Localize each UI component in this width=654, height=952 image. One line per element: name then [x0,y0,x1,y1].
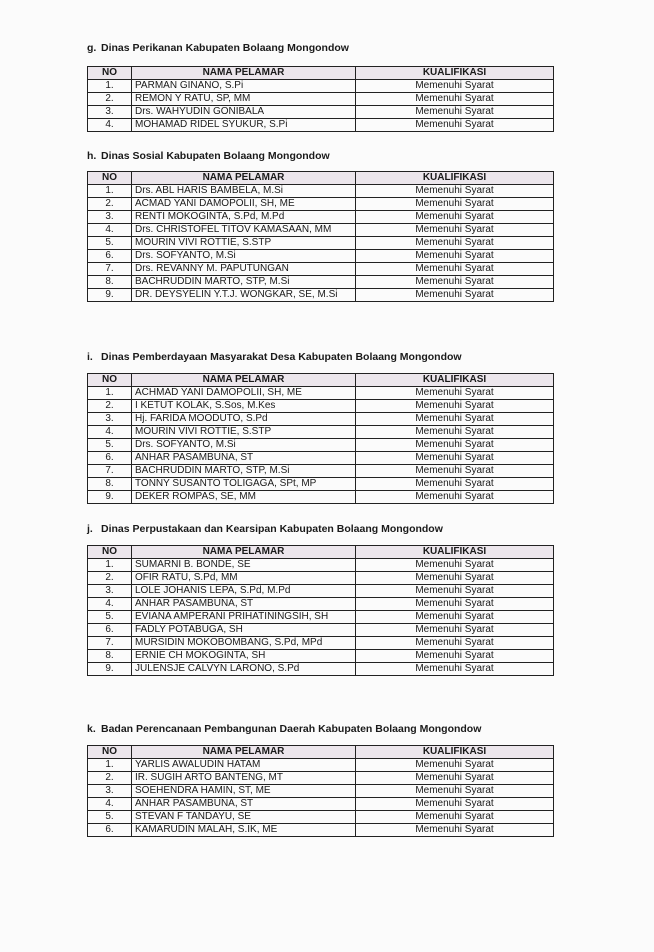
applicant-name: STEVAN F TANDAYU, SE [132,811,356,824]
table-header-row [88,67,554,80]
qualification-status: Memenuhi Syarat [356,452,554,465]
table-row [88,106,554,119]
row-number: 8. [88,650,132,663]
qualification-status: Memenuhi Syarat [356,198,554,211]
row-number: 2. [88,400,132,413]
table-row [88,237,554,250]
row-number: 4. [88,426,132,439]
applicant-name: BACHRUDDIN MARTO, STP, M.Si [132,276,356,289]
applicant-name: Drs. SOFYANTO, M.Si [132,439,356,452]
applicant-name: Drs. WAHYUDIN GONIBALA [132,106,356,119]
table-row [88,413,554,426]
row-number: 6. [88,250,132,263]
table-row [88,559,554,572]
row-number: 8. [88,478,132,491]
qualification-status: Memenuhi Syarat [356,439,554,452]
applicant-table [87,66,554,132]
qualification-status: Memenuhi Syarat [356,119,554,132]
table-row [88,772,554,785]
qualification-status: Memenuhi Syarat [356,798,554,811]
row-number: 4. [88,224,132,237]
table-header-row [88,172,554,185]
column-header-kualifikasi: KUALIFIKASI [356,67,554,80]
row-number: 5. [88,439,132,452]
table-header-row [88,746,554,759]
qualification-status: Memenuhi Syarat [356,585,554,598]
row-number: 7. [88,637,132,650]
table-header-row [88,546,554,559]
qualification-status: Memenuhi Syarat [356,185,554,198]
applicant-name: KAMARUDIN MALAH, S.IK, ME [132,824,356,837]
applicant-name: PARMAN GINANO, S.Pi [132,80,356,93]
column-header-nama: NAMA PELAMAR [132,374,356,387]
applicant-name: ANHAR PASAMBUNA, ST [132,452,356,465]
column-header-no: NO [88,172,132,185]
row-number: 3. [88,413,132,426]
column-header-nama: NAMA PELAMAR [132,172,356,185]
applicant-table [87,171,554,302]
table-row [88,611,554,624]
section-title: i. Dinas Pemberdayaan Masyarakat Desa Kabupaten Bolaang Mongondow [87,351,462,363]
table-row [88,824,554,837]
column-header-nama: NAMA PELAMAR [132,746,356,759]
table-row [88,491,554,504]
column-header-nama: NAMA PELAMAR [132,546,356,559]
applicant-name: DR. DEYSYELIN Y.T.J. WONGKAR, SE, M.Si [132,289,356,302]
section-title: h. Dinas Sosial Kabupaten Bolaang Mongondow [87,150,330,162]
column-header-no: NO [88,374,132,387]
table-row [88,624,554,637]
applicant-name: ACMAD YANI DAMOPOLII, SH, ME [132,198,356,211]
row-number: 7. [88,263,132,276]
row-number: 9. [88,663,132,676]
table-row [88,572,554,585]
qualification-status: Memenuhi Syarat [356,559,554,572]
applicant-name: LOLE JOHANIS LEPA, S.Pd, M.Pd [132,585,356,598]
applicant-name: I KETUT KOLAK, S.Sos, M.Kes [132,400,356,413]
applicant-name: Drs. SOFYANTO, M.Si [132,250,356,263]
applicant-name: FADLY POTABUGA, SH [132,624,356,637]
qualification-status: Memenuhi Syarat [356,663,554,676]
row-number: 5. [88,811,132,824]
applicant-name: IR. SUGIH ARTO BANTENG, MT [132,772,356,785]
table-row [88,759,554,772]
qualification-status: Memenuhi Syarat [356,598,554,611]
applicant-table [87,545,554,676]
row-number: 7. [88,465,132,478]
applicant-name: Drs. ABL HARIS BAMBELA, M.Si [132,185,356,198]
column-header-no: NO [88,746,132,759]
row-number: 2. [88,93,132,106]
row-number: 6. [88,824,132,837]
qualification-status: Memenuhi Syarat [356,478,554,491]
qualification-status: Memenuhi Syarat [356,93,554,106]
table-row [88,198,554,211]
applicant-name: TONNY SUSANTO TOLIGAGA, SPt, MP [132,478,356,491]
applicant-name: YARLIS AWALUDIN HATAM [132,759,356,772]
section-title: j. Dinas Perpustakaan dan Kearsipan Kabupaten Bolaang Mongondow [87,523,443,535]
qualification-status: Memenuhi Syarat [356,211,554,224]
applicant-table [87,745,554,837]
table-row [88,785,554,798]
row-number: 5. [88,237,132,250]
qualification-status: Memenuhi Syarat [356,289,554,302]
applicant-name: ERNIE CH MOKOGINTA, SH [132,650,356,663]
row-number: 2. [88,198,132,211]
table-row [88,585,554,598]
qualification-status: Memenuhi Syarat [356,465,554,478]
section-title: k. Badan Perencanaan Pembangunan Daerah Kabupaten Bolaang Mongondow [87,723,482,735]
applicant-name: MURSIDIN MOKOBOMBANG, S.Pd, MPd [132,637,356,650]
column-header-kualifikasi: KUALIFIKASI [356,546,554,559]
table-row [88,598,554,611]
row-number: 1. [88,387,132,400]
table-row [88,478,554,491]
qualification-status: Memenuhi Syarat [356,811,554,824]
qualification-status: Memenuhi Syarat [356,106,554,119]
table-row [88,211,554,224]
qualification-status: Memenuhi Syarat [356,426,554,439]
qualification-status: Memenuhi Syarat [356,263,554,276]
row-number: 3. [88,211,132,224]
row-number: 1. [88,759,132,772]
qualification-status: Memenuhi Syarat [356,413,554,426]
table-row [88,387,554,400]
applicant-name: DEKER ROMPAS, SE, MM [132,491,356,504]
column-header-no: NO [88,67,132,80]
qualification-status: Memenuhi Syarat [356,650,554,663]
table-row [88,185,554,198]
qualification-status: Memenuhi Syarat [356,572,554,585]
table-row [88,289,554,302]
row-number: 1. [88,185,132,198]
table-row [88,400,554,413]
table-row [88,663,554,676]
row-number: 6. [88,452,132,465]
row-number: 2. [88,772,132,785]
applicant-name: SUMARNI B. BONDE, SE [132,559,356,572]
table-row [88,276,554,289]
applicant-name: BACHRUDDIN MARTO, STP, M.Si [132,465,356,478]
applicant-table [87,373,554,504]
applicant-name: MOHAMAD RIDEL SYUKUR, S.Pi [132,119,356,132]
table-row [88,224,554,237]
qualification-status: Memenuhi Syarat [356,224,554,237]
row-number: 4. [88,798,132,811]
applicant-name: RENTI MOKOGINTA, S.Pd, M.Pd [132,211,356,224]
table-row [88,426,554,439]
applicant-name: Drs. CHRISTOFEL TITOV KAMASAAN, MM [132,224,356,237]
applicant-name: Hj. FARIDA MOODUTO, S.Pd [132,413,356,426]
applicant-name: ANHAR PASAMBUNA, ST [132,798,356,811]
qualification-status: Memenuhi Syarat [356,611,554,624]
table-row [88,650,554,663]
column-header-kualifikasi: KUALIFIKASI [356,374,554,387]
qualification-status: Memenuhi Syarat [356,785,554,798]
table-row [88,263,554,276]
row-number: 2. [88,572,132,585]
row-number: 5. [88,611,132,624]
row-number: 1. [88,80,132,93]
applicant-name: SOEHENDRA HAMIN, ST, ME [132,785,356,798]
qualification-status: Memenuhi Syarat [356,80,554,93]
table-row [88,798,554,811]
qualification-status: Memenuhi Syarat [356,387,554,400]
applicant-name: Drs. REVANNY M. PAPUTUNGAN [132,263,356,276]
qualification-status: Memenuhi Syarat [356,276,554,289]
qualification-status: Memenuhi Syarat [356,772,554,785]
table-row [88,439,554,452]
row-number: 9. [88,289,132,302]
table-row [88,250,554,263]
section-title: g. Dinas Perikanan Kabupaten Bolaang Mongondow [87,42,349,54]
qualification-status: Memenuhi Syarat [356,250,554,263]
table-row [88,452,554,465]
table-row [88,119,554,132]
column-header-kualifikasi: KUALIFIKASI [356,746,554,759]
qualification-status: Memenuhi Syarat [356,637,554,650]
column-header-kualifikasi: KUALIFIKASI [356,172,554,185]
row-number: 6. [88,624,132,637]
applicant-name: MOURIN VIVI ROTTIE, S.STP [132,426,356,439]
table-row [88,80,554,93]
row-number: 4. [88,598,132,611]
qualification-status: Memenuhi Syarat [356,237,554,250]
qualification-status: Memenuhi Syarat [356,624,554,637]
table-row [88,811,554,824]
row-number: 4. [88,119,132,132]
table-row [88,93,554,106]
table-row [88,637,554,650]
applicant-name: MOURIN VIVI ROTTIE, S.STP [132,237,356,250]
table-header-row [88,374,554,387]
applicant-name: JULENSJE CALVYN LARONO, S.Pd [132,663,356,676]
qualification-status: Memenuhi Syarat [356,491,554,504]
applicant-name: ACHMAD YANI DAMOPOLII, SH, ME [132,387,356,400]
row-number: 8. [88,276,132,289]
column-header-no: NO [88,546,132,559]
qualification-status: Memenuhi Syarat [356,824,554,837]
qualification-status: Memenuhi Syarat [356,400,554,413]
table-row [88,465,554,478]
applicant-name: REMON Y RATU, SP, MM [132,93,356,106]
row-number: 9. [88,491,132,504]
qualification-status: Memenuhi Syarat [356,759,554,772]
row-number: 3. [88,106,132,119]
row-number: 3. [88,785,132,798]
applicant-name: ANHAR PASAMBUNA, ST [132,598,356,611]
applicant-name: EVIANA AMPERANI PRIHATININGSIH, SH [132,611,356,624]
applicant-name: OFIR RATU, S.Pd, MM [132,572,356,585]
row-number: 3. [88,585,132,598]
column-header-nama: NAMA PELAMAR [132,67,356,80]
row-number: 1. [88,559,132,572]
